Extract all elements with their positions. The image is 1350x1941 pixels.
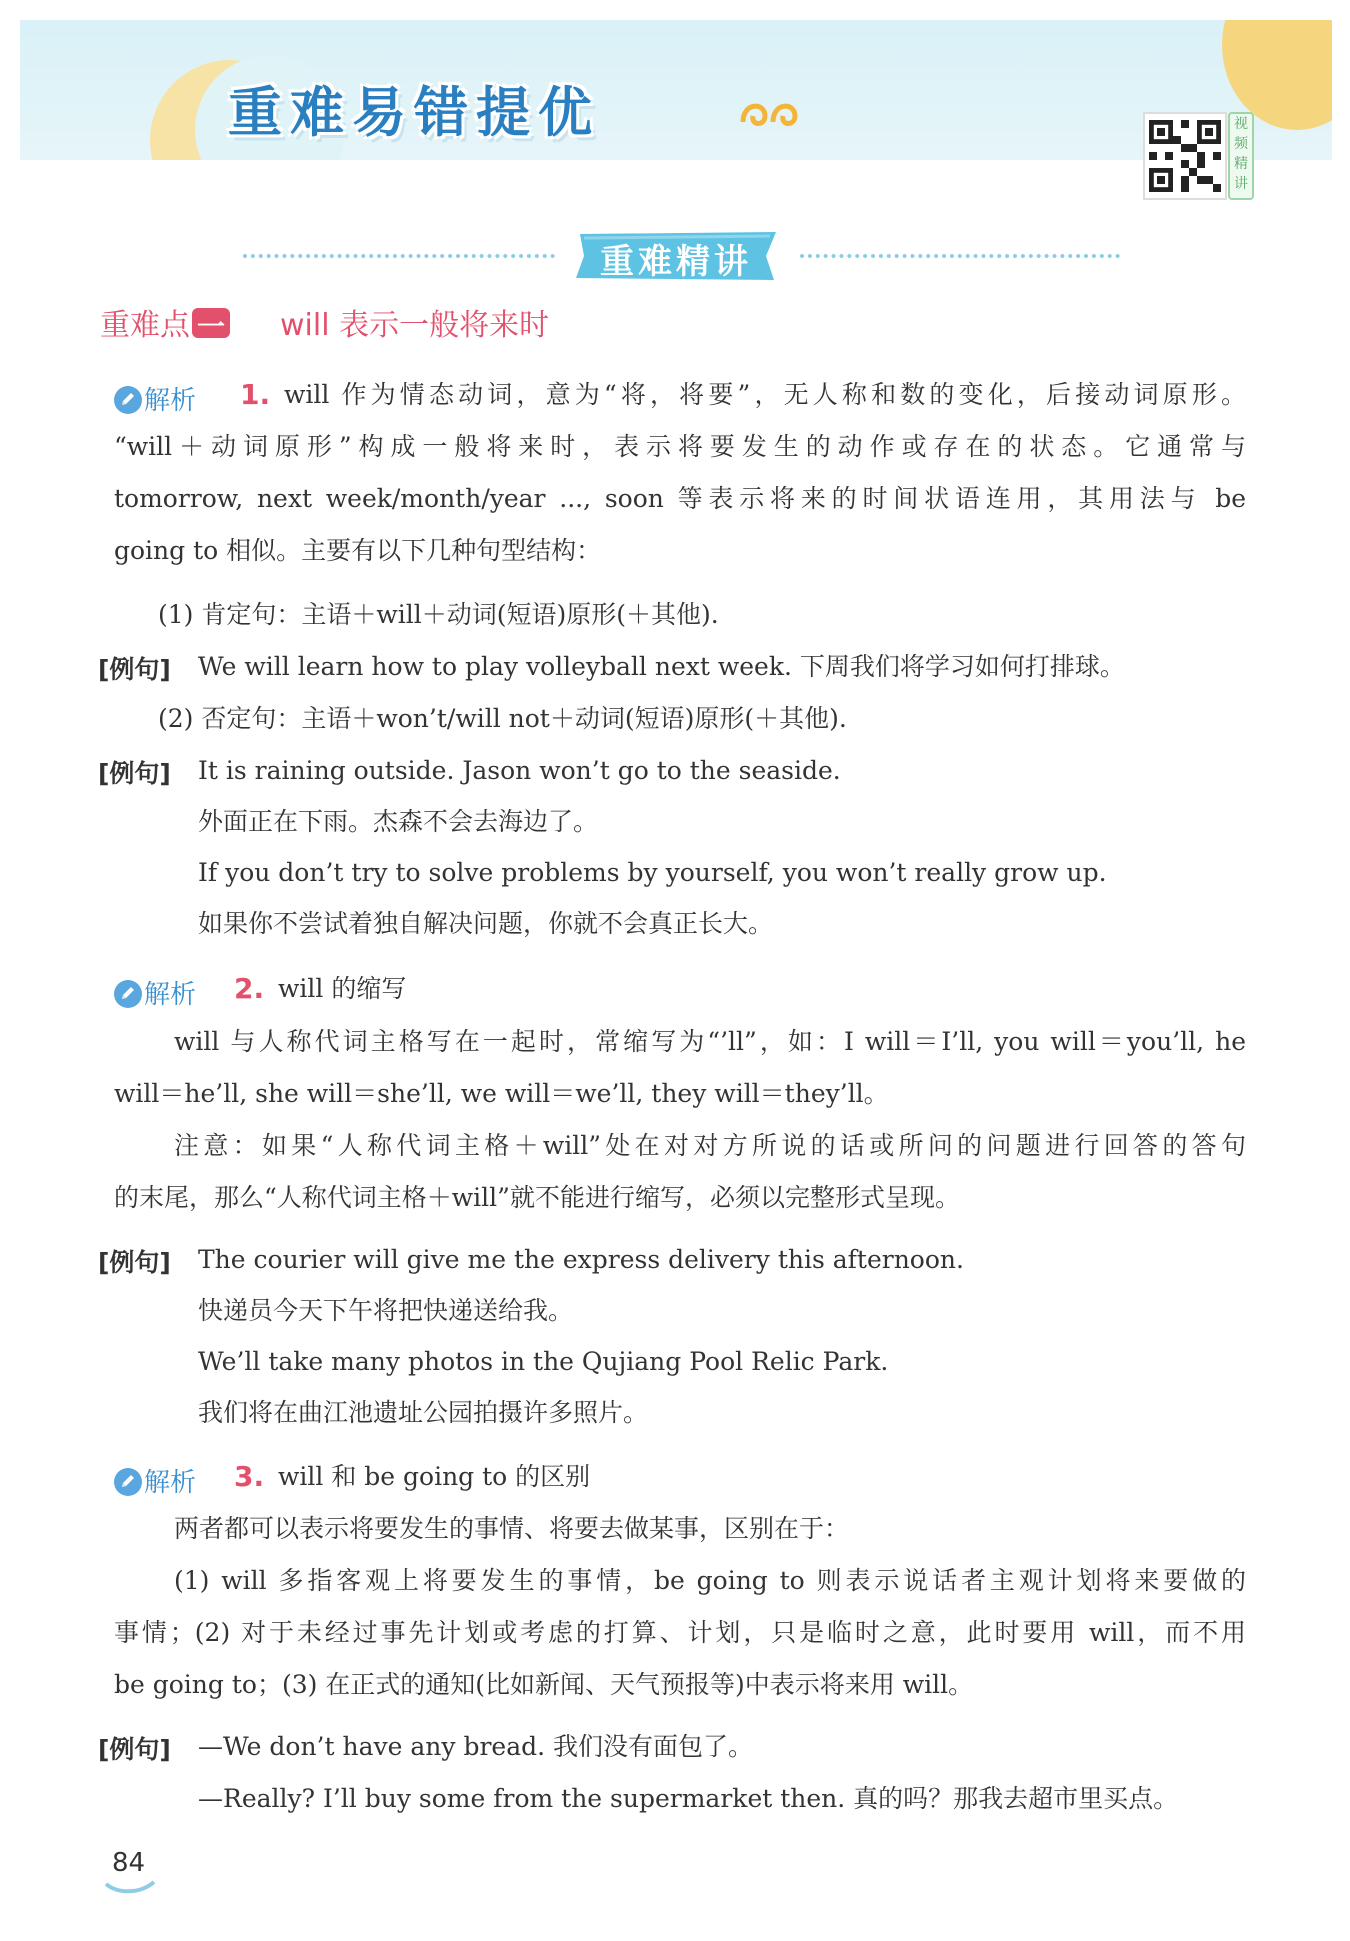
keypoint-badge: 一 [192, 308, 230, 338]
paragraph-line: 两者都可以表示将要发生的事情、将要去做某事，区别在于： [174, 1514, 850, 1543]
analysis-number: 1. [240, 378, 271, 411]
example-sentence: If you don’t try to solve problems by yourself, you won’t really grow up. [198, 858, 1107, 887]
example-translation: 如果你不尝试着独自解决问题，你就不会真正长大。 [198, 909, 774, 938]
example-sentence: We will learn how to play volleyball next week. 下周我们将学习如何打排球。 [198, 652, 1125, 681]
analysis-label: 解析 [114, 974, 196, 1011]
paragraph-line: (1) will 多指客观上将要发生的事情，be going to 则表示说话者主观计划将来要做的 [174, 1566, 1246, 1595]
swirl-icon [735, 92, 805, 136]
page-number: 84 [112, 1848, 146, 1878]
example-tag: [例句] [98, 655, 171, 684]
video-label[interactable]: 视频精讲 [1228, 112, 1254, 200]
divider-left [243, 254, 555, 258]
example-translation: 外面正在下雨。杰森不会去海边了。 [198, 807, 599, 836]
paragraph-line: 的末尾，那么“人称代词主格＋will”就不能进行缩写，必须以完整形式呈现。 [114, 1183, 960, 1212]
structure-line: (1) 肯定句：主语＋will＋动词(短语)原形(＋其他). [158, 600, 719, 629]
qr-code[interactable] [1143, 112, 1227, 200]
example-tag: [例句] [98, 759, 171, 788]
section-title: 重难易错提优 [228, 81, 600, 144]
example-sentence: We’ll take many photos in the Qujiang Pool Relic Park. [198, 1347, 889, 1376]
example-translation: 我们将在曲江池遗址公园拍摄许多照片。 [198, 1398, 649, 1427]
page-header [20, 20, 1332, 160]
analysis-number: 2. [234, 972, 265, 1005]
divider-right [800, 254, 1120, 258]
structure-line: (2) 否定句：主语＋won’t/will not＋动词(短语)原形(＋其他). [158, 704, 847, 733]
analysis-label: 解析 [114, 380, 196, 417]
analysis-number: 3. [234, 1460, 265, 1493]
paragraph-line: 注意：如果“人称代词主格＋will”处在对对方所说的话或所问的问题进行回答的答句 [174, 1131, 1246, 1160]
analysis-label: 解析 [114, 1462, 196, 1499]
analysis-title: will 和 be going to 的区别 [278, 1462, 591, 1491]
example-translation: 快递员今天下午将把快递送给我。 [198, 1296, 574, 1325]
paragraph-line: 事情；(2) 对于未经过事先计划或考虑的打算、计划，只是临时之意，此时要用 will，而不用 [114, 1618, 1246, 1647]
example-tag: [例句] [98, 1248, 171, 1277]
section-banner [570, 230, 782, 282]
paragraph-line: tomorrow, next week/month/year ..., soon 等表示将来的时间状语连用，其用法与 be [114, 484, 1246, 513]
paragraph-line: “will＋动词原形”构成一般将来时，表示将要发生的动作或存在的状态。它通常与 [114, 432, 1246, 461]
pencil-icon [114, 1468, 142, 1496]
qr-code-icon [1149, 118, 1221, 194]
analysis-title: will 的缩写 [278, 974, 407, 1003]
paragraph-line: be going to；(3) 在正式的通知(比如新闻、天气预报等)中表示将来用 will。 [114, 1670, 974, 1699]
example-tag: [例句] [98, 1735, 171, 1764]
keypoint-title: will 表示一般将来时 [280, 308, 550, 343]
paragraph-line: will＝he’ll, she will＝she’ll, we will＝we’ll, they will＝they’ll。 [114, 1079, 889, 1108]
example-sentence: The courier will give me the express delivery this afternoon. [198, 1245, 964, 1274]
wave-icon [104, 1880, 156, 1894]
paragraph-line: will 与人称代词主格写在一起时，常缩写为“’ll”，如：I will＝I’ll, you will＝you’ll, he [174, 1027, 1246, 1056]
keypoint-label: 重难点 一 [100, 300, 230, 344]
paragraph-line: will 作为情态动词，意为“将，将要”，无人称和数的变化，后接动词原形。 [284, 380, 1246, 409]
example-dialogue: —We don’t have any bread. 我们没有面包了。 [198, 1732, 753, 1761]
banner-label: 重难精讲 [600, 242, 752, 282]
example-dialogue: —Really? I’ll buy some from the supermarket then. 真的吗？那我去超市里买点。 [198, 1784, 1179, 1813]
paragraph-line: going to 相似。主要有以下几种句型结构： [114, 536, 602, 565]
example-sentence: It is raining outside. Jason won’t go to the seaside. [198, 756, 841, 785]
pencil-icon [114, 980, 142, 1008]
pencil-icon [114, 386, 142, 414]
